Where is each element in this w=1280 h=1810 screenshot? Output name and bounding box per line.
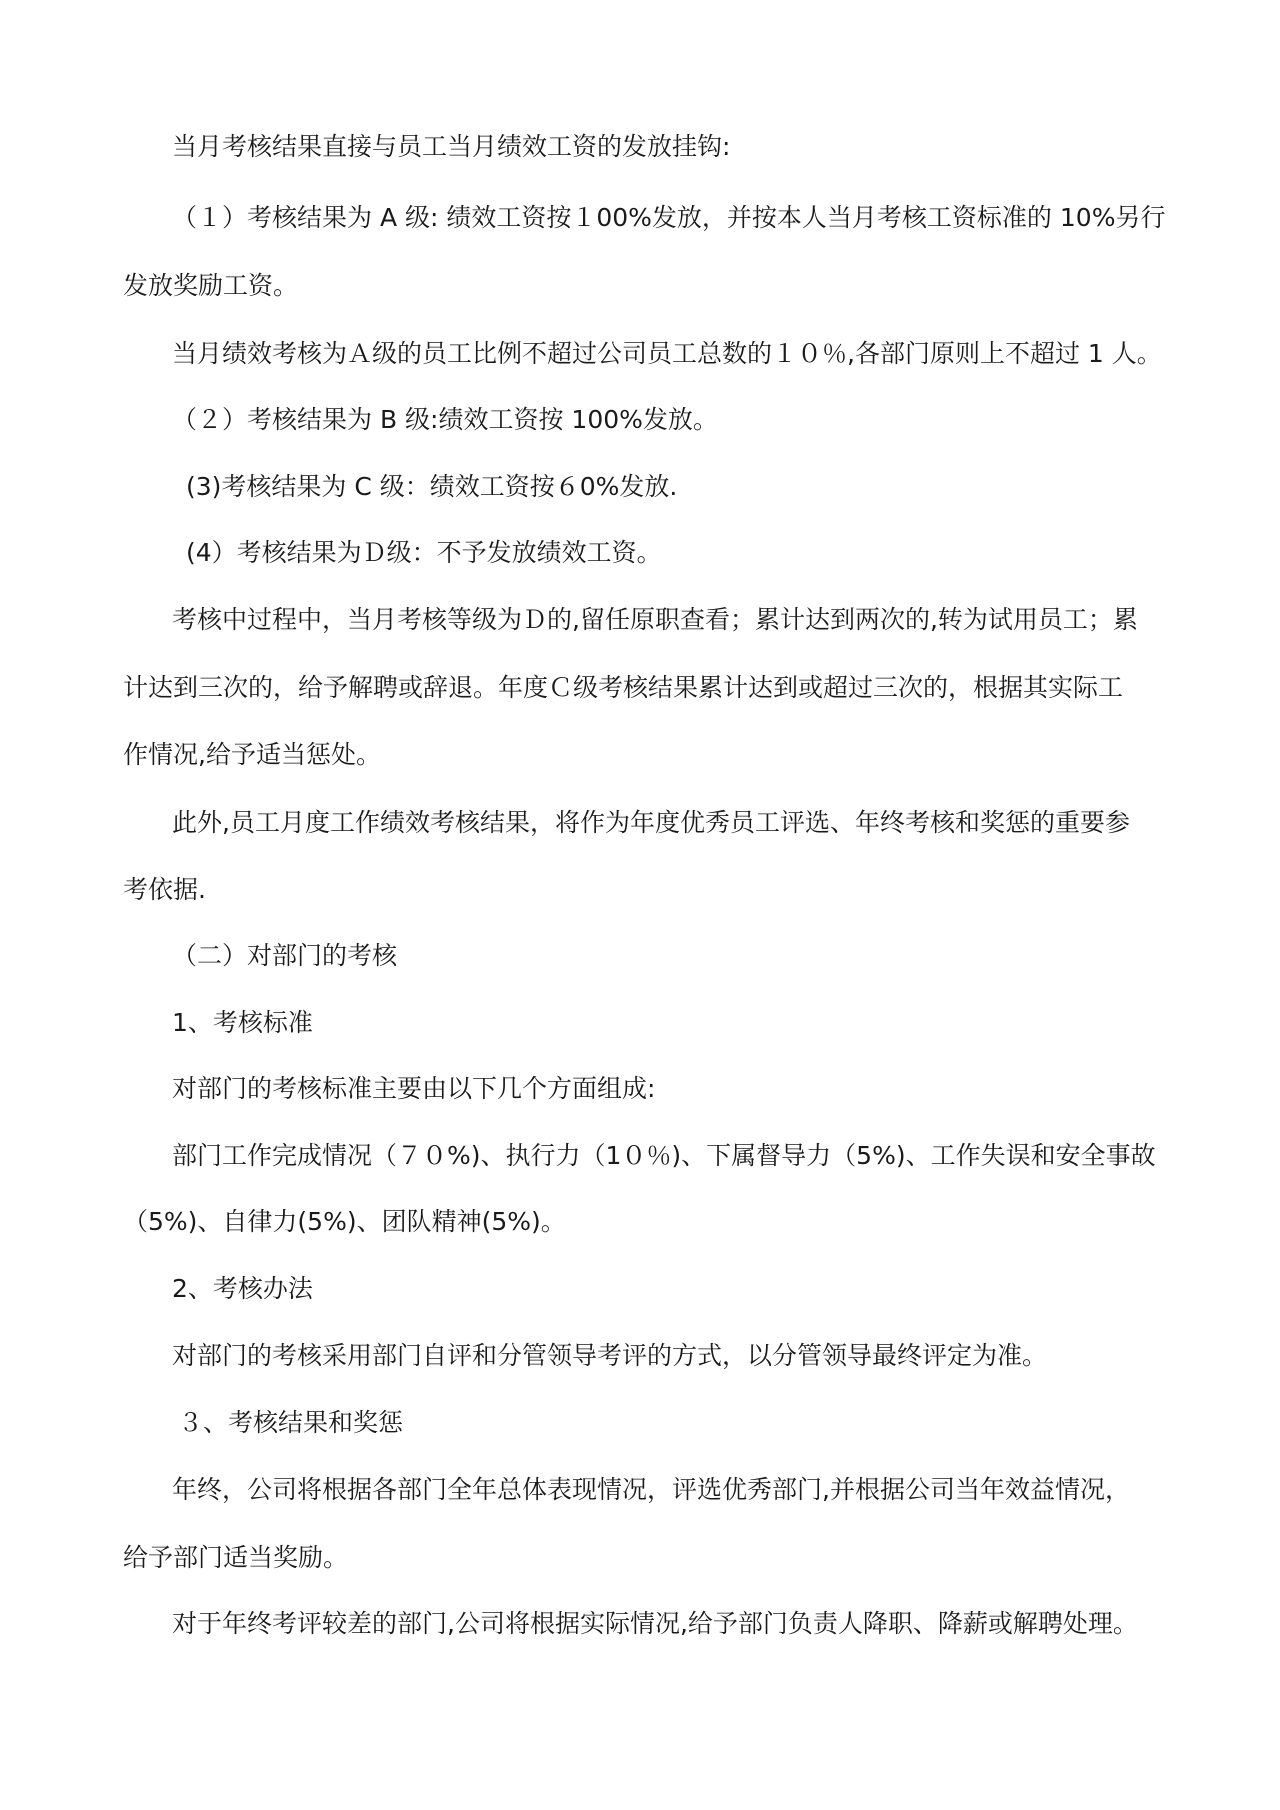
text-line-16: 部门工作完成情况（７０%)、执行力（1０％)、下属督导力（5%)、工作失误和安全事故 (172, 1141, 1156, 1170)
text-line-7: (4）考核结果为Ｄ级：不予发放绩效工资。 (186, 538, 662, 567)
text-line-11: 此外,员工月度工作绩效考核结果，将作为年度优秀员工评选、年终考核和奖惩的重要参 (172, 808, 1130, 837)
text-line-15: 对部门的考核标准主要由以下几个方面组成: (172, 1074, 656, 1103)
subheading-methods: 2、考核办法 (172, 1274, 313, 1303)
text-line-6: (3)考核结果为 C 级：绩效工资按６0%发放. (186, 472, 678, 501)
subheading-results: ３、考核结果和奖惩 (178, 1408, 404, 1437)
text-line-9: 计达到三次的，给予解聘或辞退。年度Ｃ级考核结果累计达到或超过三次的，根据其实际工 (123, 673, 1124, 702)
text-line-22: 给予部门适当奖励。 (123, 1543, 349, 1572)
text-line-10: 作情况,给予适当惩处。 (123, 740, 381, 769)
text-line-21: 年终，公司将根据各部门全年总体表现情况，评选优秀部门,并根据公司当年效益情况， (172, 1475, 1130, 1504)
text-line-2: （１）考核结果为 A 级: 绩效工资按１00%发放，并按本人当月考核工资标准的 10%另行 (172, 203, 1166, 232)
text-line-8: 考核中过程中，当月考核等级为Ｄ的,留任原职查看；累计达到两次的,转为试用员工；累 (172, 605, 1138, 634)
text-line-1: 当月考核结果直接与员工当月绩效工资的发放挂钩: (172, 132, 731, 161)
text-line-4: 当月绩效考核为Ａ级的员工比例不超过公司员工总数的１０％,各部门原则上不超过 1 人。 (172, 339, 1162, 368)
text-line-17: （5%)、自律力(5%)、团队精神(5%)。 (123, 1207, 566, 1236)
text-line-12: 考依据. (123, 875, 206, 904)
subheading-standards: 1、考核标准 (172, 1008, 313, 1037)
text-line-19: 对部门的考核采用部门自评和分管领导考评的方式，以分管领导最终评定为准。 (172, 1341, 1048, 1370)
section-heading-department: （二）对部门的考核 (172, 941, 398, 970)
text-line-3: 发放奖励工资。 (123, 271, 299, 300)
text-line-5: （２）考核结果为 B 级:绩效工资按 100%发放。 (172, 405, 718, 434)
text-line-23: 对于年终考评较差的部门,公司将根据实际情况,给予部门负责人降职、降薪或解聘处理。 (172, 1609, 1138, 1638)
